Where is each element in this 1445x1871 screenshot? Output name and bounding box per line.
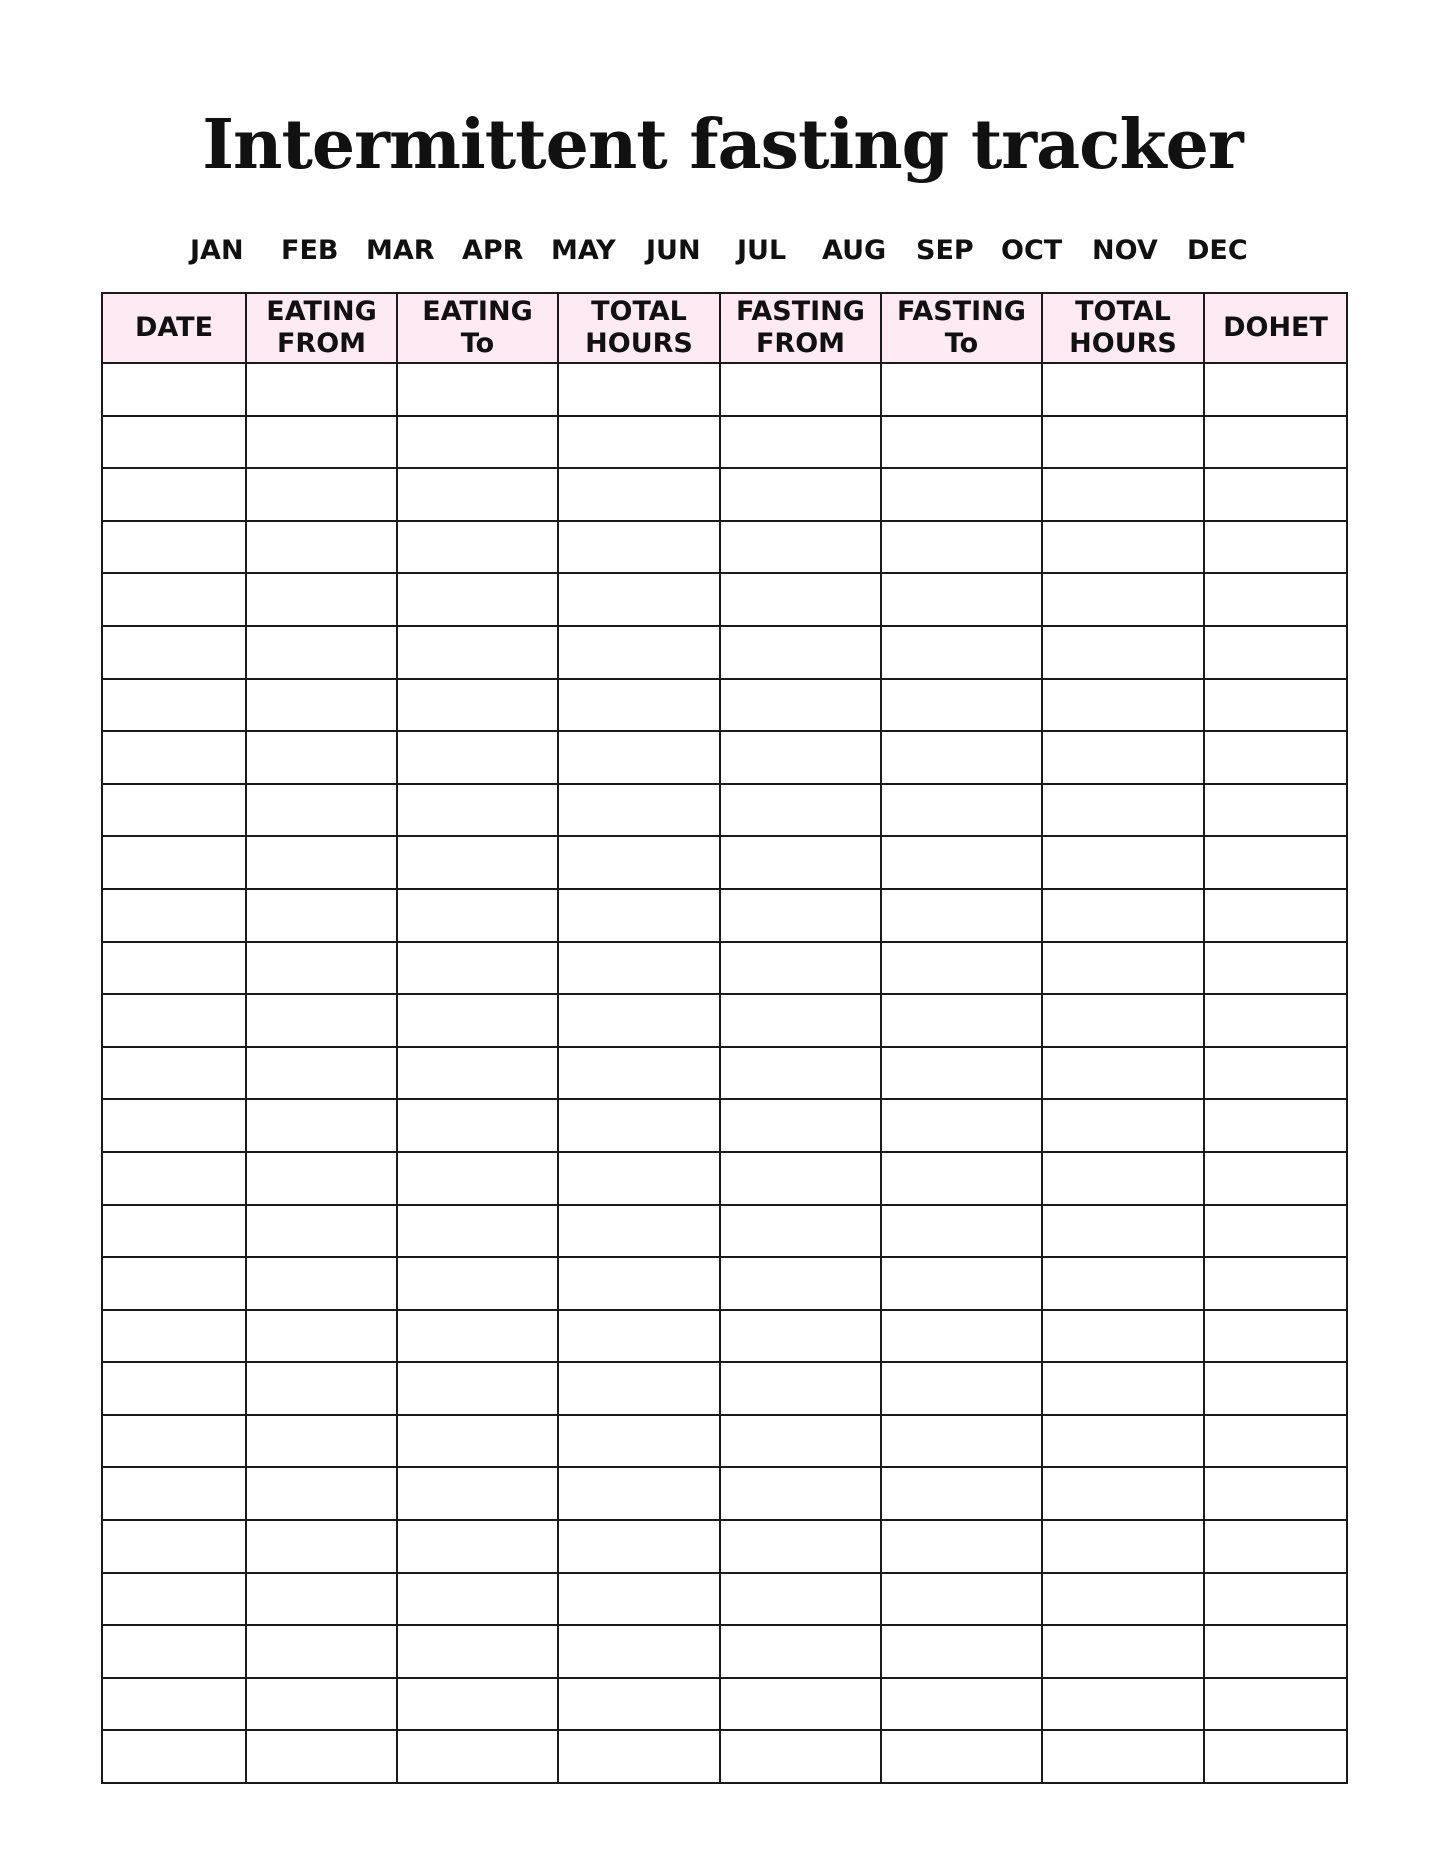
- column-header-line1: TOTAL: [1075, 296, 1171, 327]
- table-cell[interactable]: [1204, 1152, 1347, 1205]
- table-cell[interactable]: [881, 626, 1042, 679]
- table-cell[interactable]: [881, 836, 1042, 889]
- table-cell[interactable]: [102, 1625, 246, 1678]
- table-cell[interactable]: [720, 521, 881, 574]
- table-cell[interactable]: [102, 679, 246, 732]
- table-cell[interactable]: [881, 679, 1042, 732]
- table-cell[interactable]: [102, 363, 246, 416]
- table-body: [102, 363, 1347, 1783]
- table-row: [102, 1678, 1347, 1731]
- table-row: [102, 416, 1347, 469]
- table-cell[interactable]: [397, 1362, 558, 1415]
- table-cell[interactable]: [246, 1047, 397, 1100]
- table-cell[interactable]: [720, 1099, 881, 1152]
- table-cell[interactable]: [397, 363, 558, 416]
- table-cell[interactable]: [1042, 363, 1204, 416]
- table-cell[interactable]: [1204, 942, 1347, 995]
- column-header-dohet: [1204, 293, 1347, 363]
- table-cell[interactable]: [1204, 1257, 1347, 1310]
- table-cell[interactable]: [720, 363, 881, 416]
- table-cell[interactable]: [397, 1310, 558, 1363]
- table-cell[interactable]: [558, 1625, 720, 1678]
- table-cell[interactable]: [397, 1678, 558, 1731]
- month-dec[interactable]: DEC: [1187, 235, 1248, 266]
- column-header-line2: FROM: [276, 328, 367, 359]
- table-cell[interactable]: [102, 994, 246, 1047]
- table-cell[interactable]: [246, 1730, 397, 1783]
- table-cell[interactable]: [1204, 679, 1347, 732]
- table-cell[interactable]: [558, 836, 720, 889]
- table-cell[interactable]: [246, 784, 397, 837]
- column-header-line1: EATING: [422, 296, 533, 327]
- table-cell[interactable]: [102, 731, 246, 784]
- table-row: [102, 521, 1347, 574]
- table-cell[interactable]: [720, 836, 881, 889]
- table-cell[interactable]: [102, 1152, 246, 1205]
- table-cell[interactable]: [720, 1415, 881, 1468]
- table-cell[interactable]: [1042, 1625, 1204, 1678]
- table-cell[interactable]: [397, 1047, 558, 1100]
- table-row: [102, 1310, 1347, 1363]
- table-cell[interactable]: [397, 573, 558, 626]
- month-jun[interactable]: JUN: [646, 235, 701, 266]
- table-row: [102, 889, 1347, 942]
- table-cell[interactable]: [397, 1415, 558, 1468]
- table-cell[interactable]: [720, 994, 881, 1047]
- table-cell[interactable]: [1042, 994, 1204, 1047]
- table-cell[interactable]: [720, 1625, 881, 1678]
- table-cell[interactable]: [720, 1467, 881, 1520]
- table-row: [102, 1520, 1347, 1573]
- table-cell[interactable]: [1204, 836, 1347, 889]
- table-cell[interactable]: [1204, 784, 1347, 837]
- table-cell[interactable]: [397, 731, 558, 784]
- table-cell[interactable]: [246, 731, 397, 784]
- table-cell[interactable]: [881, 468, 1042, 521]
- table-cell[interactable]: [720, 1520, 881, 1573]
- table-cell[interactable]: [720, 1362, 881, 1415]
- table-cell[interactable]: [1042, 1573, 1204, 1626]
- table-cell[interactable]: [102, 626, 246, 679]
- table-cell[interactable]: [397, 1152, 558, 1205]
- table-row: [102, 679, 1347, 732]
- table-row: [102, 1625, 1347, 1678]
- table-row: [102, 1415, 1347, 1468]
- table-cell[interactable]: [1042, 573, 1204, 626]
- column-header-line2: HOURS: [585, 328, 693, 359]
- table-cell[interactable]: [881, 1520, 1042, 1573]
- table-cell[interactable]: [558, 1152, 720, 1205]
- table-cell[interactable]: [1204, 1625, 1347, 1678]
- table-row: [102, 994, 1347, 1047]
- table-cell[interactable]: [1204, 468, 1347, 521]
- table-cell[interactable]: [720, 1310, 881, 1363]
- table-cell[interactable]: [102, 1362, 246, 1415]
- table-cell[interactable]: [246, 573, 397, 626]
- table-row: [102, 784, 1347, 837]
- table-cell[interactable]: [1042, 1152, 1204, 1205]
- table-cell[interactable]: [881, 994, 1042, 1047]
- table-cell[interactable]: [1204, 1467, 1347, 1520]
- table-cell[interactable]: [1042, 1205, 1204, 1258]
- table-cell[interactable]: [1042, 468, 1204, 521]
- table-cell[interactable]: [558, 784, 720, 837]
- table-row: [102, 1152, 1347, 1205]
- table-cell[interactable]: [881, 889, 1042, 942]
- table-cell[interactable]: [1042, 1310, 1204, 1363]
- month-nov[interactable]: NOV: [1092, 235, 1158, 266]
- table-header-row: [102, 293, 1347, 363]
- table-cell[interactable]: [102, 1257, 246, 1310]
- table-cell[interactable]: [558, 1415, 720, 1468]
- table-cell[interactable]: [397, 994, 558, 1047]
- table-cell[interactable]: [246, 1678, 397, 1731]
- table-cell[interactable]: [558, 1205, 720, 1258]
- table-cell[interactable]: [720, 1152, 881, 1205]
- column-header-fasting-total-hours: [1042, 293, 1204, 363]
- table-cell[interactable]: [246, 626, 397, 679]
- table-cell[interactable]: [1204, 573, 1347, 626]
- table-cell[interactable]: [720, 889, 881, 942]
- month-jan[interactable]: JAN: [190, 235, 244, 266]
- table-cell[interactable]: [881, 942, 1042, 995]
- table-cell[interactable]: [1042, 416, 1204, 469]
- column-header-line1: FASTING: [736, 296, 865, 327]
- table-cell[interactable]: [558, 889, 720, 942]
- table-cell[interactable]: [720, 626, 881, 679]
- table-cell[interactable]: [881, 1362, 1042, 1415]
- column-header-line2: HOURS: [1069, 328, 1177, 359]
- table-cell[interactable]: [1204, 731, 1347, 784]
- table-cell[interactable]: [1042, 942, 1204, 995]
- table-row: [102, 1205, 1347, 1258]
- month-sep[interactable]: SEP: [916, 235, 974, 266]
- column-header-line2: To: [944, 328, 979, 359]
- table-cell[interactable]: [246, 1415, 397, 1468]
- table-cell[interactable]: [720, 1047, 881, 1100]
- table-row: [102, 1257, 1347, 1310]
- table-cell[interactable]: [558, 573, 720, 626]
- table-cell[interactable]: [881, 1257, 1042, 1310]
- table-cell[interactable]: [397, 1520, 558, 1573]
- table-row: [102, 731, 1347, 784]
- table-row: [102, 573, 1347, 626]
- month-aug[interactable]: AUG: [822, 235, 887, 266]
- table-cell[interactable]: [246, 1362, 397, 1415]
- table-cell[interactable]: [720, 942, 881, 995]
- table-cell[interactable]: [720, 468, 881, 521]
- month-mar[interactable]: MAR: [366, 235, 435, 266]
- table-cell[interactable]: [720, 573, 881, 626]
- table-cell[interactable]: [1204, 521, 1347, 574]
- table-cell[interactable]: [1204, 416, 1347, 469]
- table-cell[interactable]: [558, 626, 720, 679]
- column-header-eating-total-hours: [558, 293, 720, 363]
- table-cell[interactable]: [881, 573, 1042, 626]
- table-row: [102, 626, 1347, 679]
- table-cell[interactable]: [397, 1730, 558, 1783]
- table-cell[interactable]: [397, 1573, 558, 1626]
- table-row: [102, 836, 1347, 889]
- table-cell[interactable]: [1204, 1047, 1347, 1100]
- table-cell[interactable]: [102, 416, 246, 469]
- table-cell[interactable]: [881, 1415, 1042, 1468]
- table-cell[interactable]: [1042, 731, 1204, 784]
- table-cell[interactable]: [397, 1257, 558, 1310]
- table-cell[interactable]: [881, 1625, 1042, 1678]
- table-cell[interactable]: [397, 416, 558, 469]
- table-cell[interactable]: [1042, 889, 1204, 942]
- table-cell[interactable]: [397, 784, 558, 837]
- table-cell[interactable]: [102, 784, 246, 837]
- table-cell[interactable]: [246, 1573, 397, 1626]
- table-cell[interactable]: [720, 784, 881, 837]
- table-cell[interactable]: [1042, 1520, 1204, 1573]
- column-header-line1: TOTAL: [591, 296, 687, 327]
- table-cell[interactable]: [558, 731, 720, 784]
- table-cell[interactable]: [881, 1152, 1042, 1205]
- table-row: [102, 1573, 1347, 1626]
- table-cell[interactable]: [881, 1730, 1042, 1783]
- table-row: [102, 1047, 1347, 1100]
- table-row: [102, 1362, 1347, 1415]
- table-cell[interactable]: [246, 1205, 397, 1258]
- table-row: [102, 1730, 1347, 1783]
- table-cell[interactable]: [1042, 1467, 1204, 1520]
- table-cell[interactable]: [881, 1047, 1042, 1100]
- table-cell[interactable]: [558, 1573, 720, 1626]
- table-row: [102, 468, 1347, 521]
- table-cell[interactable]: [102, 1730, 246, 1783]
- table-cell[interactable]: [720, 1573, 881, 1626]
- table-cell[interactable]: [881, 784, 1042, 837]
- table-cell[interactable]: [558, 1730, 720, 1783]
- table-cell[interactable]: [1042, 1362, 1204, 1415]
- table-cell[interactable]: [246, 1310, 397, 1363]
- table-cell[interactable]: [102, 1310, 246, 1363]
- table-cell[interactable]: [246, 889, 397, 942]
- table-cell[interactable]: [102, 1520, 246, 1573]
- table-cell[interactable]: [881, 363, 1042, 416]
- table-cell[interactable]: [397, 626, 558, 679]
- table-cell[interactable]: [881, 1099, 1042, 1152]
- table-cell[interactable]: [558, 1047, 720, 1100]
- month-feb[interactable]: FEB: [281, 235, 339, 266]
- table-cell[interactable]: [102, 1099, 246, 1152]
- table-cell[interactable]: [1204, 994, 1347, 1047]
- table-cell[interactable]: [1042, 1678, 1204, 1731]
- table-cell[interactable]: [246, 1099, 397, 1152]
- fasting-tracker-table: [101, 292, 1348, 1784]
- table-cell[interactable]: [397, 836, 558, 889]
- table-cell[interactable]: [1042, 1415, 1204, 1468]
- table-cell[interactable]: [720, 1205, 881, 1258]
- column-header-line1: EATING: [266, 296, 377, 327]
- table-cell[interactable]: [246, 836, 397, 889]
- table-cell[interactable]: [720, 1730, 881, 1783]
- table-cell[interactable]: [102, 942, 246, 995]
- table-cell[interactable]: [1204, 363, 1347, 416]
- table-cell[interactable]: [1042, 1257, 1204, 1310]
- table-cell[interactable]: [558, 1310, 720, 1363]
- column-header-line1: DOHET: [1223, 312, 1328, 343]
- table-cell[interactable]: [1042, 626, 1204, 679]
- table-cell[interactable]: [881, 1310, 1042, 1363]
- month-may[interactable]: MAY: [551, 235, 616, 266]
- table-cell[interactable]: [1204, 1415, 1347, 1468]
- table-cell[interactable]: [1042, 1099, 1204, 1152]
- table-cell[interactable]: [246, 942, 397, 995]
- month-jul[interactable]: JUL: [737, 235, 787, 266]
- column-header-fasting-to: [881, 293, 1042, 363]
- table-cell[interactable]: [1204, 1310, 1347, 1363]
- table-cell[interactable]: [1042, 679, 1204, 732]
- table-cell[interactable]: [102, 1205, 246, 1258]
- table-cell[interactable]: [1042, 521, 1204, 574]
- table-cell[interactable]: [246, 363, 397, 416]
- table-cell[interactable]: [558, 994, 720, 1047]
- table-cell[interactable]: [1042, 1730, 1204, 1783]
- column-header-date: [102, 293, 246, 363]
- column-header-line2: To: [460, 328, 495, 359]
- table-cell[interactable]: [881, 1573, 1042, 1626]
- table-cell[interactable]: [558, 521, 720, 574]
- table-cell[interactable]: [720, 731, 881, 784]
- table-cell[interactable]: [246, 1520, 397, 1573]
- table-cell[interactable]: [246, 416, 397, 469]
- table-row: [102, 1467, 1347, 1520]
- table-cell[interactable]: [246, 679, 397, 732]
- table-cell[interactable]: [102, 468, 246, 521]
- table-cell[interactable]: [558, 416, 720, 469]
- month-apr[interactable]: APR: [462, 235, 524, 266]
- table-cell[interactable]: [720, 679, 881, 732]
- column-header-line2: FROM: [755, 328, 846, 359]
- table-cell[interactable]: [102, 1678, 246, 1731]
- table-cell[interactable]: [558, 363, 720, 416]
- table-cell[interactable]: [102, 1415, 246, 1468]
- table-row: [102, 942, 1347, 995]
- table-cell[interactable]: [1204, 1520, 1347, 1573]
- table-cell[interactable]: [397, 521, 558, 574]
- table-cell[interactable]: [397, 468, 558, 521]
- table-cell[interactable]: [397, 1467, 558, 1520]
- table-cell[interactable]: [246, 521, 397, 574]
- table-cell[interactable]: [881, 521, 1042, 574]
- table-cell[interactable]: [558, 1257, 720, 1310]
- table-row: [102, 363, 1347, 416]
- table-cell[interactable]: [1204, 1099, 1347, 1152]
- table-cell[interactable]: [558, 1467, 720, 1520]
- page-title: Intermittent fasting tracker: [202, 105, 1243, 185]
- table-cell[interactable]: [397, 1205, 558, 1258]
- table-cell[interactable]: [102, 889, 246, 942]
- table-cell[interactable]: [881, 1678, 1042, 1731]
- table-cell[interactable]: [246, 994, 397, 1047]
- table-cell[interactable]: [558, 679, 720, 732]
- table-cell[interactable]: [1042, 1047, 1204, 1100]
- table-cell[interactable]: [246, 1467, 397, 1520]
- table-cell[interactable]: [397, 1099, 558, 1152]
- table-cell[interactable]: [1204, 889, 1347, 942]
- table-cell[interactable]: [558, 1099, 720, 1152]
- table-cell[interactable]: [397, 1625, 558, 1678]
- table-cell[interactable]: [720, 1678, 881, 1731]
- month-oct[interactable]: OCT: [1001, 235, 1063, 266]
- table-cell[interactable]: [558, 942, 720, 995]
- table-cell[interactable]: [102, 521, 246, 574]
- table-cell[interactable]: [1042, 784, 1204, 837]
- table-cell[interactable]: [1204, 1362, 1347, 1415]
- column-header-line1: FASTING: [897, 296, 1026, 327]
- table-cell[interactable]: [102, 1467, 246, 1520]
- table-cell[interactable]: [397, 942, 558, 995]
- month-selector: [0, 233, 1445, 269]
- table-cell[interactable]: [558, 1362, 720, 1415]
- table-cell[interactable]: [246, 1152, 397, 1205]
- table-cell[interactable]: [558, 1520, 720, 1573]
- table-cell[interactable]: [881, 416, 1042, 469]
- table-cell[interactable]: [1204, 1205, 1347, 1258]
- table-cell[interactable]: [397, 889, 558, 942]
- table-cell[interactable]: [102, 1573, 246, 1626]
- table-cell[interactable]: [1042, 836, 1204, 889]
- table-row: [102, 1099, 1347, 1152]
- table-cell[interactable]: [246, 1625, 397, 1678]
- table-cell[interactable]: [558, 1678, 720, 1731]
- table-cell[interactable]: [558, 468, 720, 521]
- table-cell[interactable]: [1204, 626, 1347, 679]
- table-cell[interactable]: [1204, 1730, 1347, 1783]
- column-header-fasting-from: [720, 293, 881, 363]
- table-cell[interactable]: [1204, 1573, 1347, 1626]
- column-header-eating-from: [246, 293, 397, 363]
- table-cell[interactable]: [881, 731, 1042, 784]
- table-cell[interactable]: [720, 416, 881, 469]
- table-cell[interactable]: [720, 1257, 881, 1310]
- column-header-line1: DATE: [134, 312, 214, 343]
- table-cell[interactable]: [102, 573, 246, 626]
- table-cell[interactable]: [102, 836, 246, 889]
- table-cell[interactable]: [397, 679, 558, 732]
- table-cell[interactable]: [881, 1205, 1042, 1258]
- table-cell[interactable]: [246, 468, 397, 521]
- table-cell[interactable]: [246, 1257, 397, 1310]
- column-header-eating-to: [397, 293, 558, 363]
- table-cell[interactable]: [102, 1047, 246, 1100]
- table-cell[interactable]: [881, 1467, 1042, 1520]
- table-cell[interactable]: [1204, 1678, 1347, 1731]
